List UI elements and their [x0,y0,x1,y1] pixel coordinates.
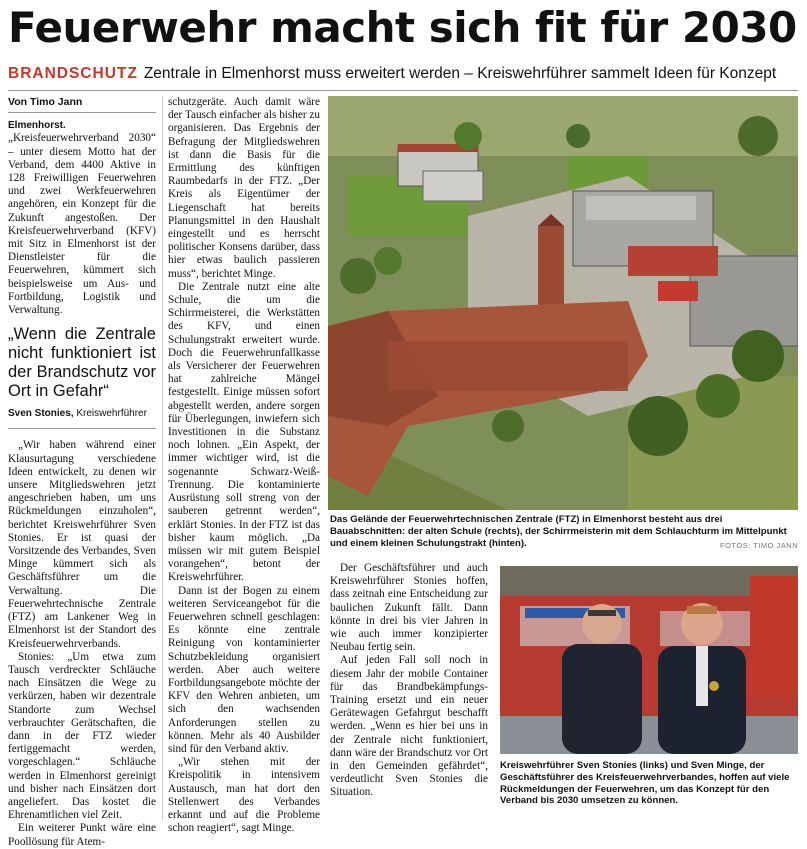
paragraph: „Wir stehen mit der Kreispolitik in intensivem Austausch, man hat dort den Stellenwert des Verbandes erkannt und auf die Probleme schon reagiert“, sagt Minge. [168,756,320,835]
headline: Feuerwehr macht sich fit für 2030 [8,3,797,52]
pull-quote: „Wenn die Zentrale nicht funktioniert ist der Brandschutz vor Ort in Gefahr“ [8,325,156,401]
portrait-photo [500,566,798,754]
paragraph: Stonies: „Um etwa zum Tausch verdreckter Schläuche nach Einsätzen die Wege zu verkürzen, haben wir dezentrale Standorte zum Wechsel verbrauchter Gerätschaften, die dann in der FTZ wieder fertiggemacht werden, vorgeschlagen.“ Schläuche werden in Elmenhorst gereinigt und bisher nach Einsätzen dort angeliefert. Das kostet die Ehrenamtlichen viel Zeit. [8,650,156,822]
paragraph: Der Geschäftsführer und auch Kreiswehrführer Stonies hoffen, dass zeitnah eine Entscheidung zur baulichen Zukunft fällt. Dann könnte in drei bis vier Jahren in wie auch immer konzipierter Neubau fertig sein. [330,562,488,654]
paragraph: Auf jeden Fall soll noch in diesem Jahr der mobile Container für das Brandbekämpfungs-Training ersetzt und ein neuer Gerätewagen Gefahrgut beschafft werden. „Wenn es hier bei uns in der Zentrale nicht funktioniert, dann wäre der Brandschutz vor Ort in den Gemeinden gefährdet“, verdeutlicht Sven Stonies die Situation. [330,654,488,799]
portrait-photo-caption: Kreiswehrführer Sven Stonies (links) und Sven Minge, der Geschäftsführer des Kreisfeuerwehrverbandes, hoffen auf viele Rückmeldungen der Feuerwehren, um das Konzept für den Verband bis 2030 umsetzen zu können. [500,760,790,807]
photo-credit: FOTOS: TIMO JANN [720,541,799,550]
paragraph: „Wir haben während einer Klausurtagung verschiedene Ideen entwickelt, zu denen wir unsere Mitgliedswehren jetzt angeschrieben haben, um uns Rückmeldungen einzuholen“, berichtet Kreiswehrführer Sven Stonies. Er ist quasi der Vorsitzende des Verbandes, Sven Minge kümmert sich als Geschäftsführer um die Verwaltung. Die Feuerwehrtechnische Zentrale (FTZ) am Lankener Weg in Elmenhorst ist der Standort des Kreisfeuerwehrverbands. [8,439,156,650]
column-divider [162,96,163,821]
article-column-1 [8,96,156,849]
intro-paragraph [8,119,156,317]
quote-name: Sven Stonies, [8,408,74,420]
paragraph: Ein weiterer Punkt wäre eine Poollösung für Atem- [8,822,156,848]
paragraph: Die Zentrale nutzt eine alte Schule, die um die Schirrmeisterei, die Werkstätten des KFV, und einen Schulungstrakt erweitert wurde. Doch die Feuerwehrunfallkasse als Versicherer der Feuerwehren hat zahlreiche Mängel festgestellt. Einige müssen sofort abgestellt werden, andere sorgen für Überlegungen, inwiefern sich Investitionen in die Substanz noch lohnen. „Ein Aspekt, der immer wichtiger wird, ist die sogenannte Schwarz-Weiß-Trennung. Die kontaminierte Ausrüstung soll streng von der sauberen getrennt werden“, erklärt Stonies. In der FTZ ist das bisher kaum möglich. „Da müssen wir mit gutem Beispiel vorangehen“, betont der Kreiswehrführer. [168,280,320,584]
quote-source [8,407,156,429]
location: Elmenhorst. [8,120,66,132]
article-column-2 [168,96,320,835]
intro-text: „Kreisfeuerwehrverband 2030“ – unter diesem Motto hat der Verband, dem 4400 Aktive in 128 Freiwilligen Feuerwehren und zwei Werkfeuerwehren angehören, ein Konzept für die Zukunft angestoßen. Der Kreisfeuerwehrverband (KFV) mit Sitz in Elmenhorst ist der Dienstleister für die Feuerwehren, kümmert sich beispielsweise um Aus- und Fortbildung, Logistik und Verwaltung. [8,132,156,317]
author-line: Von Timo Jann [8,96,83,108]
quote-role: Kreiswehrführer [76,408,147,420]
paragraph: schutzgeräte. Auch damit wäre der Tausch einfacher als bisher zu organisieren. Das Ergebnis der Befragung der Mitgliedswehren ist dann die Basis für die Ermittlung des künftigen Raumbedarfs in der FTZ. „Der Kreis als Eigentümer der Liegenschaft hat bereits Planungsmittel in den Haushalt eingestellt und es herrscht politischer Konsens darüber, dass hier etwas baulich passieren muss“, berichtet Minge. [168,96,320,280]
header-rule [8,90,798,91]
subheadline-row [8,64,803,84]
author-rule [8,112,156,113]
aerial-photo-illustration [328,96,798,510]
aerial-photo-caption: Das Gelände der Feuerwehrtechnischen Zentrale (FTZ) in Elmenhorst besteht aus drei Bauabschnitten: der alten Schule (rechts), der Schirrmeisterin mit dem Schlauchturm im Mittelpunkt und einem kleinen Schulungstrakt (hinten). [330,514,787,549]
article-column-3 [330,562,488,800]
aerial-photo [328,96,798,510]
paragraph: Dann ist der Bogen zu einem weiteren Serviceangebot für die Feuerwehren schnell geschlagen: Es könnte eine zentrale Reinigung von kontaminierter Schutzbekleidung organisiert werden. Aber auch weitere Fortbildungsangebote möchte der KFV den Wehren anbieten, um sich den wachsenden Anforderungen stellen zu können. Mehr als 40 Ausbilder sind für den Verband aktiv. [168,584,320,755]
kicker: BRANDSCHUTZ [8,65,138,82]
portrait-photo-illustration [500,566,798,754]
subheadline: Zentrale in Elmenhorst muss erweitert werden – Kreiswehrführer sammelt Ideen für Konzept [143,65,777,82]
